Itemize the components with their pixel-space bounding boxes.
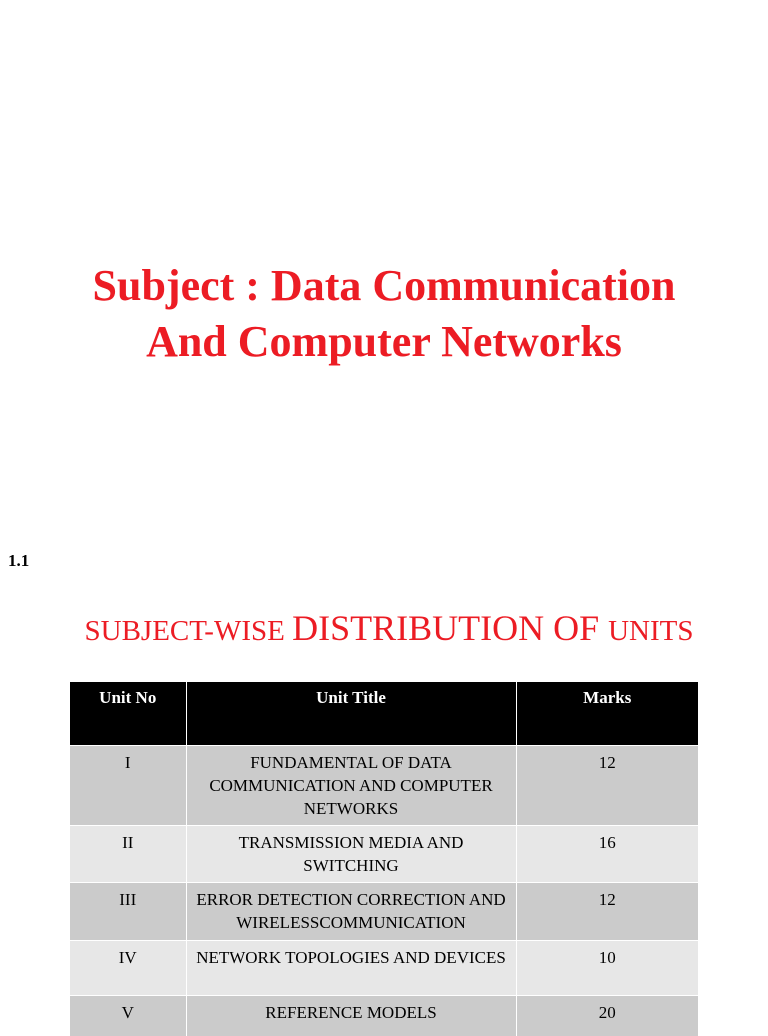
unit-title-cell: FUNDAMENTAL OF DATA COMMUNICATION AND COMPUTER NETWORKS	[186, 746, 516, 826]
table-row	[70, 883, 698, 941]
header-marks: Marks	[516, 682, 698, 746]
section-number: 1.1	[8, 551, 29, 571]
title-line-2: And Computer Networks	[0, 314, 768, 370]
unit-title-cell: NETWORK TOPOLOGIES AND DEVICES	[186, 941, 516, 996]
unit-no-cell: III	[70, 883, 186, 941]
marks-cell: 16	[516, 826, 698, 883]
units-table	[70, 682, 698, 1036]
unit-no-cell: V	[70, 996, 186, 1036]
heading-part-1: SUBJECT-WISE	[85, 615, 293, 647]
marks-cell: 12	[516, 746, 698, 826]
header-unit-title: Unit Title	[186, 682, 516, 746]
unit-no-cell: I	[70, 746, 186, 826]
section-heading	[0, 605, 768, 654]
unit-title-cell: ERROR DETECTION CORRECTION AND WIRELESSCOMMUNICATION	[186, 883, 516, 941]
document-title	[0, 258, 768, 370]
table-row	[70, 996, 698, 1036]
unit-title-cell: REFERENCE MODELS	[186, 996, 516, 1036]
table-header-row	[70, 682, 698, 746]
heading-part-2: DISTRIBUTION OF	[292, 608, 608, 648]
marks-cell: 10	[516, 941, 698, 996]
heading-part-3: UNITS	[608, 615, 693, 647]
header-unit-no: Unit No	[70, 682, 186, 746]
marks-cell: 12	[516, 883, 698, 941]
marks-cell: 20	[516, 996, 698, 1036]
table-row	[70, 826, 698, 883]
unit-no-cell: II	[70, 826, 186, 883]
title-line-1: Subject : Data Communication	[0, 258, 768, 314]
unit-no-cell: IV	[70, 941, 186, 996]
unit-title-cell: TRANSMISSION MEDIA AND SWITCHING	[186, 826, 516, 883]
table-row	[70, 941, 698, 996]
table-row	[70, 746, 698, 826]
